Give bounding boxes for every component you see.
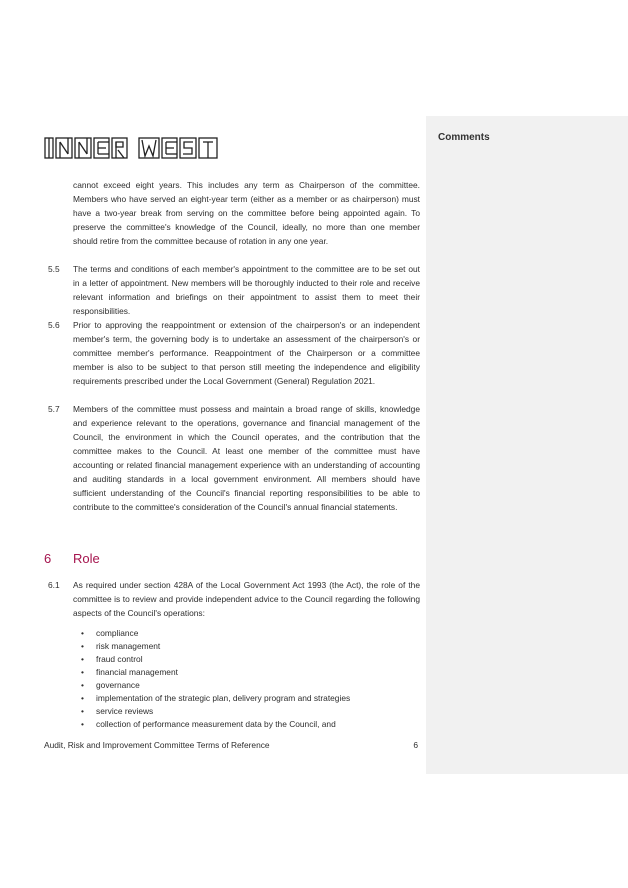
operations-list xyxy=(73,627,423,731)
comment-pane-title: Comments xyxy=(438,132,490,143)
clause-text: Prior to approving the reappointment or extension of the chairperson's or an independent member's term, the governing body is to undertake an assessment of the chairperson's or committee member's performance. Reappointment of the Chairperson or a committee member is also to be subject to that person still meeting the independence and eligibility requirements prescribed under the Local Government (General) Regulation 2021. xyxy=(73,320,420,386)
clause-text: Members of the committee must possess and maintain a broad range of skills, knowledge and experience relevant to the operations, governance and financial management of the Council, the environment in which the Council operates, and the contribution that the committee makes to the Council. At least one member of the committee must have accounting or related financial management experience with an understanding of accounting and auditing standards in a local government environment. All members should have sufficient understanding of the Council's financial reporting responsibilities to be able to contribute to the committee's consideration of the Council's annual financial statements. xyxy=(73,404,420,512)
list-item: • implementation of the strategic plan, delivery program and strategies xyxy=(73,692,423,705)
clause-number: 6.1 xyxy=(48,580,60,590)
clause-5-6 xyxy=(44,318,420,388)
clause-number: 5.5 xyxy=(48,264,60,274)
clause-number: 5.7 xyxy=(48,404,60,414)
list-item: • risk management xyxy=(73,640,423,653)
clause-6-1 xyxy=(44,578,420,620)
clause-5-7 xyxy=(44,402,420,514)
list-item: • collection of performance measurement data by the Council, and xyxy=(73,718,423,731)
section-number: 6 xyxy=(44,551,52,566)
clause-5-4-continuation: cannot exceed eight years. This includes any term as Chairperson of the committee. Members who have served an eight-year term (either as a member or as chairperson) must have a two-year break from serving on the committee before being appointed again. To preserve the committee's knowledge of the Council, ideally, no more than one member should retire from the committee because of rotation in any one year. xyxy=(73,180,420,246)
clause-text: As required under section 428A of the Local Government Act 1993 (the Act), the role of the committee is to review and provide independent advice to the Council regarding the following aspects of the Council's operations: xyxy=(73,580,420,618)
inner-west-logo xyxy=(44,136,224,160)
list-item: • governance xyxy=(73,679,423,692)
list-item: • fraud control xyxy=(73,653,423,666)
list-item: • service reviews xyxy=(73,705,423,718)
list-item: • financial management xyxy=(73,666,423,679)
body-text-block xyxy=(44,178,420,248)
clause-text: The terms and conditions of each member's appointment to the committee are to be set out in a letter of appointment. New members will be thoroughly inducted to their role and receive relevant information and briefings on their appointment to assist them to meet their responsibilities. xyxy=(73,264,420,316)
page-footer xyxy=(44,740,418,750)
list-item: • compliance xyxy=(73,627,423,640)
page-number: 6 xyxy=(413,740,418,750)
clause-5-5 xyxy=(44,262,420,318)
comment-pane xyxy=(426,116,628,774)
section-title: Role xyxy=(73,551,100,566)
clause-number: 5.6 xyxy=(48,320,60,330)
section-heading xyxy=(44,551,100,566)
footer-title: Audit, Risk and Improvement Committee Terms of Reference xyxy=(44,740,270,750)
